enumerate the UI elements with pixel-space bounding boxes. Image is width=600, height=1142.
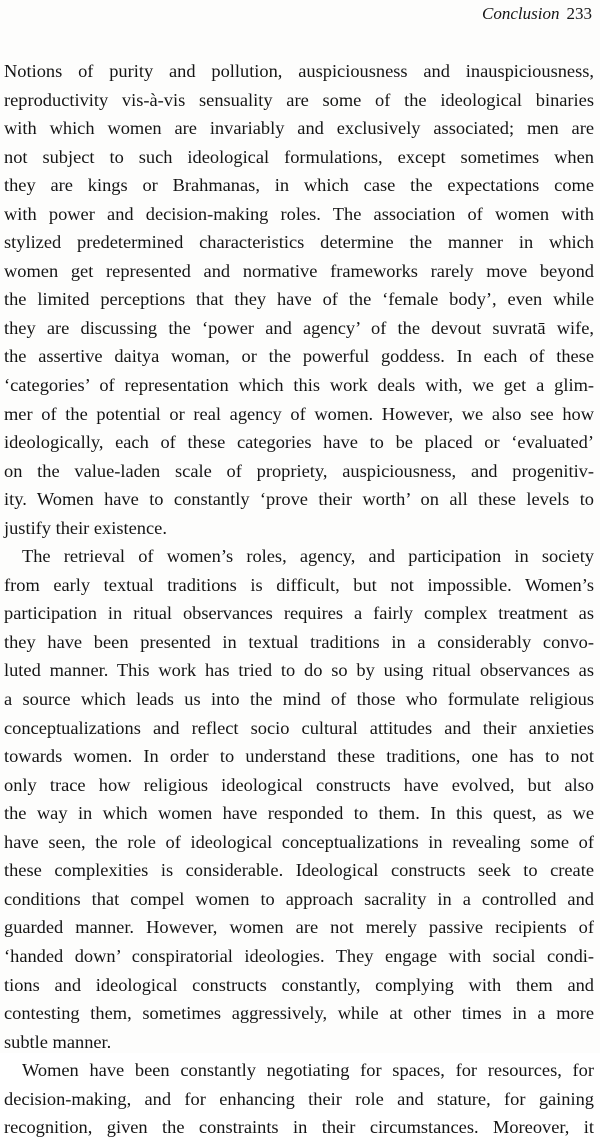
text-line: from early textual traditions is difficult, but not impossible. Women’s <box>4 574 594 595</box>
text-line: decision-making, and for enhancing their role and stature, for gaining <box>4 1088 594 1109</box>
text-line: only trace how religious ideological constructs have evolved, but also <box>4 774 594 795</box>
text-line: reproductivity vis-à-vis sensuality are some of the ideological binaries <box>4 89 594 110</box>
paragraph-1 <box>4 57 594 542</box>
text-line: have seen, the role of ideological conceptualizations in revealing some of <box>4 831 594 852</box>
text-line: recognition, given the constraints in their circumstances. Moreover, it <box>4 1117 594 1138</box>
page-number: 233 <box>566 4 592 23</box>
text-line: mer of the potential or real agency of women. However, we also see how <box>4 403 594 424</box>
text-line: women get represented and normative frameworks rarely move beyond <box>4 260 594 281</box>
text-line: participation in ritual observances requires a fairly complex treatment as <box>4 603 594 624</box>
text-line: contesting them, sometimes aggressively, while at other times in a more <box>4 1003 594 1024</box>
text-line: the assertive daitya woman, or the powerful goddess. In each of these <box>4 346 594 367</box>
text-line: conceptualizations and reflect socio cultural attitudes and their anxieties <box>4 717 594 738</box>
text-line: justify their existence. <box>4 517 167 538</box>
text-line: they are kings or Brahmanas, in which case the expectations come <box>4 175 594 196</box>
text-line: a source which leads us into the mind of those who formulate religious <box>4 689 594 710</box>
text-line: Notions of purity and pollution, auspiciousness and inauspiciousness, <box>4 61 594 81</box>
text-line: ity. Women have to constantly ‘prove their worth’ on all these levels to <box>4 489 594 510</box>
text-line: guarded manner. However, women are not merely passive recipients of <box>4 917 594 938</box>
text-line: on the value-laden scale of propriety, auspiciousness, and progenitiv- <box>4 460 594 481</box>
paragraph-3 <box>4 1056 594 1142</box>
text-line: subtle manner. <box>4 1031 112 1052</box>
text-line: The retrieval of women’s roles, agency, and participation in society <box>22 546 594 567</box>
text-line: ideologically, each of these categories have to be placed or ‘evaluated’ <box>4 432 594 453</box>
text-line: the limited perceptions that they have of the ‘female body’, even while <box>4 289 594 310</box>
body-text <box>4 57 594 1142</box>
paragraph-2 <box>4 542 594 1056</box>
text-line: towards women. In order to understand these traditions, one has to not <box>4 746 594 767</box>
text-line: ‘handed down’ conspiratorial ideologies. They engage with social condi- <box>4 945 594 966</box>
text-line: luted manner. This work has tried to do so by using ritual observances as <box>4 660 594 681</box>
text-line: stylized predetermined characteristics determine the manner in which <box>4 232 594 253</box>
text-line: they have been presented in textual traditions in a considerably convo- <box>4 631 594 652</box>
text-line: these complexities is considerable. Ideological constructs seek to create <box>4 860 594 881</box>
running-title: Conclusion <box>482 4 560 23</box>
running-head <box>482 2 592 26</box>
text-line: conditions that compel women to approach sacrality in a controlled and <box>4 888 594 909</box>
text-line: ‘categories’ of representation which this work deals with, we get a glim- <box>4 375 594 396</box>
text-line: tions and ideological constructs constantly, complying with them and <box>4 974 594 995</box>
text-line: they are discussing the ‘power and agency’ of the devout suvratā wife, <box>4 317 594 338</box>
text-line: with power and decision-making roles. The association of women with <box>4 203 594 224</box>
text-line: not subject to such ideological formulations, except sometimes when <box>4 146 594 167</box>
text-line: the way in which women have responded to them. In this quest, as we <box>4 803 594 824</box>
text-line: Women have been constantly negotiating for spaces, for resources, for <box>22 1060 594 1081</box>
text-line: with which women are invariably and exclusively associated; men are <box>4 118 594 139</box>
